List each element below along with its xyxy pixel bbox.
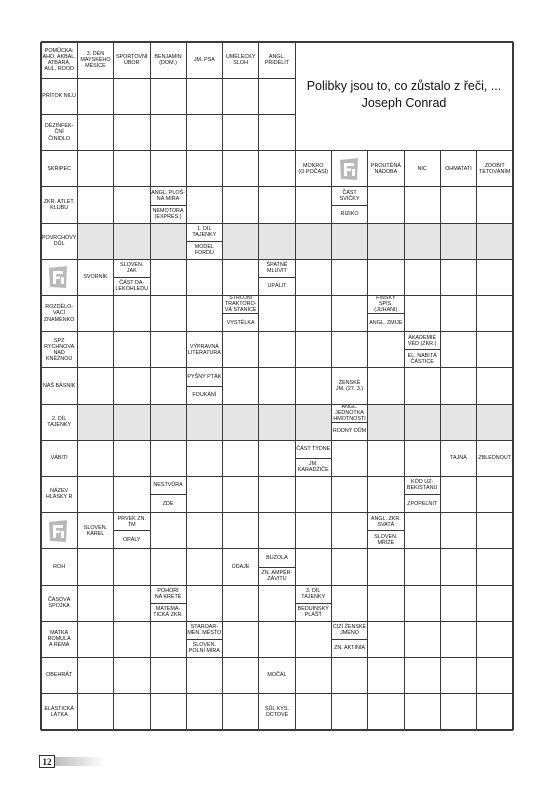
- clue-cell: POHOŘÍ NA KRÉTĚ: [150, 585, 186, 603]
- clue-cell: POMŮCKA: AHO, AKBAL, ATBARA, AUL, ROOD: [41, 42, 77, 78]
- clue-cell: UMĚLECKÝ SLOH: [223, 42, 259, 78]
- grid-line: [40, 42, 42, 730]
- clue-cell: DEZINFEK- ČNÍ ČINIDLO: [41, 114, 77, 150]
- clue-cell: MOKRO (O POČASÍ): [295, 151, 331, 187]
- clue-cell: PRVEK ZN. TM: [114, 513, 150, 531]
- clue-cell: ČÁST DA- LEKOHLEDU: [114, 277, 150, 295]
- grid-line: [223, 313, 259, 314]
- clue-cell: PYŠNÝ PTÁK: [186, 368, 222, 386]
- grid-line: [41, 78, 295, 79]
- grid-line: [41, 114, 295, 115]
- clue-cell: OHMATATI: [440, 151, 476, 187]
- clue-cell: MOČÁL: [259, 657, 295, 693]
- clue-cell: OPÁLY: [114, 531, 150, 549]
- grid-line: [114, 277, 150, 278]
- clue-cell: NEMOTORA (EXPRES.): [150, 205, 186, 223]
- grid-line: [150, 205, 186, 206]
- grid-line: [41, 512, 513, 513]
- clue-cell: OBEHRÁT: [41, 657, 77, 693]
- clue-cell: ROH: [41, 549, 77, 585]
- clue-cell: BUZOLA: [259, 549, 295, 567]
- clue-cell: ČÁST TÝDNE: [295, 440, 331, 458]
- grid-line: [41, 621, 513, 622]
- grid-line: [113, 42, 114, 730]
- grid-line: [41, 729, 513, 731]
- grid-line: [114, 530, 150, 531]
- grid-line: [41, 693, 513, 694]
- clue-cell: STROJNÍ TRAKTORO- VÁ STANICE: [223, 295, 259, 313]
- clue-cell: MATEMA- TICKÁ ZKR.: [150, 603, 186, 621]
- clue-cell: ČÁST SVÍČKY: [331, 187, 367, 205]
- clue-cell: ANGL. PLOŠ- NÁ MÍRA: [150, 187, 186, 205]
- grid-line: [41, 259, 513, 260]
- grid-line: [41, 657, 513, 658]
- clue-cell: STAROAR- MÉN. MĚSTO: [186, 621, 222, 639]
- clue-cell: SŮL KYS. OCTOVÉ: [259, 694, 295, 730]
- grid-line: [41, 548, 513, 549]
- logo-icon-graphic: [46, 264, 72, 290]
- clue-cell: ČASOVÁ SPOJKA: [41, 585, 77, 621]
- grid-line: [295, 458, 331, 459]
- clue-cell: MODEL FORDU: [186, 241, 222, 259]
- clue-cell: ŠPATNĚ MLUVIT: [259, 259, 295, 277]
- clue-cell: ZN. AMPÉR- ZÁVITU: [259, 567, 295, 585]
- clue-cell: RIZIKO: [331, 205, 367, 223]
- clue-cell: EL. NABITÁ ČÁSTICE: [404, 350, 440, 368]
- grid-line: [41, 585, 513, 586]
- clue-cell: MATKA ROMULA A REMA: [41, 621, 77, 657]
- grid-line: [331, 639, 367, 640]
- clue-cell: ZDE: [150, 495, 186, 513]
- clue-cell: ŽENSKÉ JM. (27. 3.): [331, 368, 367, 404]
- clue-cell: ÚDAJE: [223, 549, 259, 585]
- clue-cell: SVORNÍK: [77, 259, 113, 295]
- clue-cell: PROUTĚNÁ NÁDOBA: [368, 151, 404, 187]
- logo-icon-graphic: [46, 518, 72, 544]
- clue-cell: VÁBITI: [41, 440, 77, 476]
- grid-line: [404, 494, 440, 495]
- grid-line: [186, 639, 222, 640]
- clue-cell: FOUKÁNÍ: [186, 386, 222, 404]
- clue-cell: POVRCHOVÝ DŮL: [41, 223, 77, 259]
- clue-cell: BEDUÍNSKÝ PLÁŠŤ: [295, 603, 331, 621]
- clue-cell: BENJAMIN (DOM.): [150, 42, 186, 78]
- clue-cell: 2. DÍL TAJENKY: [41, 404, 77, 440]
- grid-line: [186, 241, 222, 242]
- clue-cell: VYSTĚLKA: [223, 314, 259, 332]
- clue-cell: JM. KARADŽIČE: [295, 458, 331, 476]
- grid-line: [368, 530, 404, 531]
- grid-line: [150, 494, 186, 495]
- grid-line: [512, 42, 514, 730]
- grid-line: [41, 331, 513, 332]
- grid-line: [258, 42, 259, 730]
- grid-line: [41, 404, 513, 405]
- clue-cell: ANGL. ZKR. SVATÁ: [368, 513, 404, 531]
- logo-icon-graphic: [337, 156, 363, 182]
- clue-cell: SKŘIPEC: [41, 151, 77, 187]
- grid-line: [77, 42, 78, 730]
- grid-line: [331, 422, 367, 423]
- grid-line: [41, 295, 513, 296]
- grid-line: [41, 223, 513, 224]
- logo-icon: [41, 259, 77, 295]
- grid-line: [41, 440, 513, 441]
- clue-cell: ZBLEDNOUT: [477, 440, 513, 476]
- grid-line: [368, 313, 404, 314]
- clue-cell: UPÁLIT: [259, 277, 295, 295]
- clue-cell: CIZÍ ŽENSKÉ JMÉNO: [331, 621, 367, 639]
- clue-cell: SPZ RYCHNOVA NAD KNĚŽNOU: [41, 332, 77, 368]
- grid-line: [295, 603, 331, 604]
- grid-line: [41, 150, 513, 151]
- clue-cell: 1. DÍL TAJENKY: [186, 223, 222, 241]
- clue-cell: SLOVEN. POLNÍ MÍRA: [186, 639, 222, 657]
- grid-line: [41, 367, 513, 368]
- clue-cell: ZDOBIT TETOVÁNÍM: [477, 151, 513, 187]
- clue-cell: ROZDĚLO- VACÍ ZNAMÉNKO: [41, 295, 77, 331]
- clue-cell: ANGL. PŘIDĚLIT: [259, 42, 295, 78]
- clue-cell: KÓD UZ- BEKISTÁNU: [404, 476, 440, 494]
- grid-line: [41, 476, 513, 477]
- grid-line: [259, 567, 295, 568]
- clue-cell: ANGL. ZMIJE: [368, 314, 404, 332]
- clue-cell: ZN. AKTINIA: [331, 639, 367, 657]
- grid-line: [295, 42, 296, 730]
- quote-text: Polibky jsou to, co zůstalo z řeči, ... Joseph Conrad: [306, 79, 502, 110]
- page-number: 12: [39, 755, 55, 768]
- clue-cell: SLOVEN. MŘÍŽE: [368, 531, 404, 549]
- clue-cell: SLOVEN. JAK: [114, 259, 150, 277]
- clue-cell: JM. PSA: [186, 42, 222, 78]
- clue-cell: ZPOPELNIT: [404, 495, 440, 513]
- grid-line: [331, 205, 367, 206]
- clue-cell: NÁZEV HLÁSKY R: [41, 476, 77, 512]
- logo-icon: [331, 151, 367, 187]
- clue-cell: ELASTICKÁ LÁTKA: [41, 694, 77, 730]
- clue-cell: FINSKÝ SPIS. (JUHANI): [368, 295, 404, 313]
- grid-line: [259, 277, 295, 278]
- clue-cell: SPORTOVNÍ ÚBOR: [114, 42, 150, 78]
- grid-line: [404, 349, 440, 350]
- clue-cell: NIC: [404, 151, 440, 187]
- clue-cell: TAJNÁ: [440, 440, 476, 476]
- logo-icon: [41, 513, 77, 549]
- grid-line: [186, 386, 222, 387]
- clue-cell: PŘÍTOK NILU: [41, 78, 77, 114]
- grid-line: [41, 186, 513, 187]
- grid-line: [41, 41, 513, 43]
- clue-cell: NESTVŮRA: [150, 476, 186, 494]
- clue-cell: 3. DÍL TAJENKY: [295, 585, 331, 603]
- clue-cell: RODNÝ DŮM: [331, 422, 367, 440]
- grid-line: [150, 603, 186, 604]
- grid-line: [150, 42, 151, 730]
- clue-cell: AKADEMIE VĚD (ZKR.): [404, 332, 440, 350]
- clue-cell: VÝPRAVNÁ LITERATURA: [186, 332, 222, 368]
- page-number-gradient: [55, 757, 105, 766]
- clue-cell: ANGL. JEDNOTKA HMOTNOSTI: [333, 404, 366, 423]
- clue-cell: 3. DEN MAYSKÉHO MĚSÍCE: [77, 42, 113, 78]
- clue-cell: SLOVEN. KAREL: [77, 513, 113, 549]
- clue-cell: NÁŠ BÁSNÍK: [41, 368, 77, 404]
- clue-cell: ZKR. ATLET. KLUBU: [41, 187, 77, 223]
